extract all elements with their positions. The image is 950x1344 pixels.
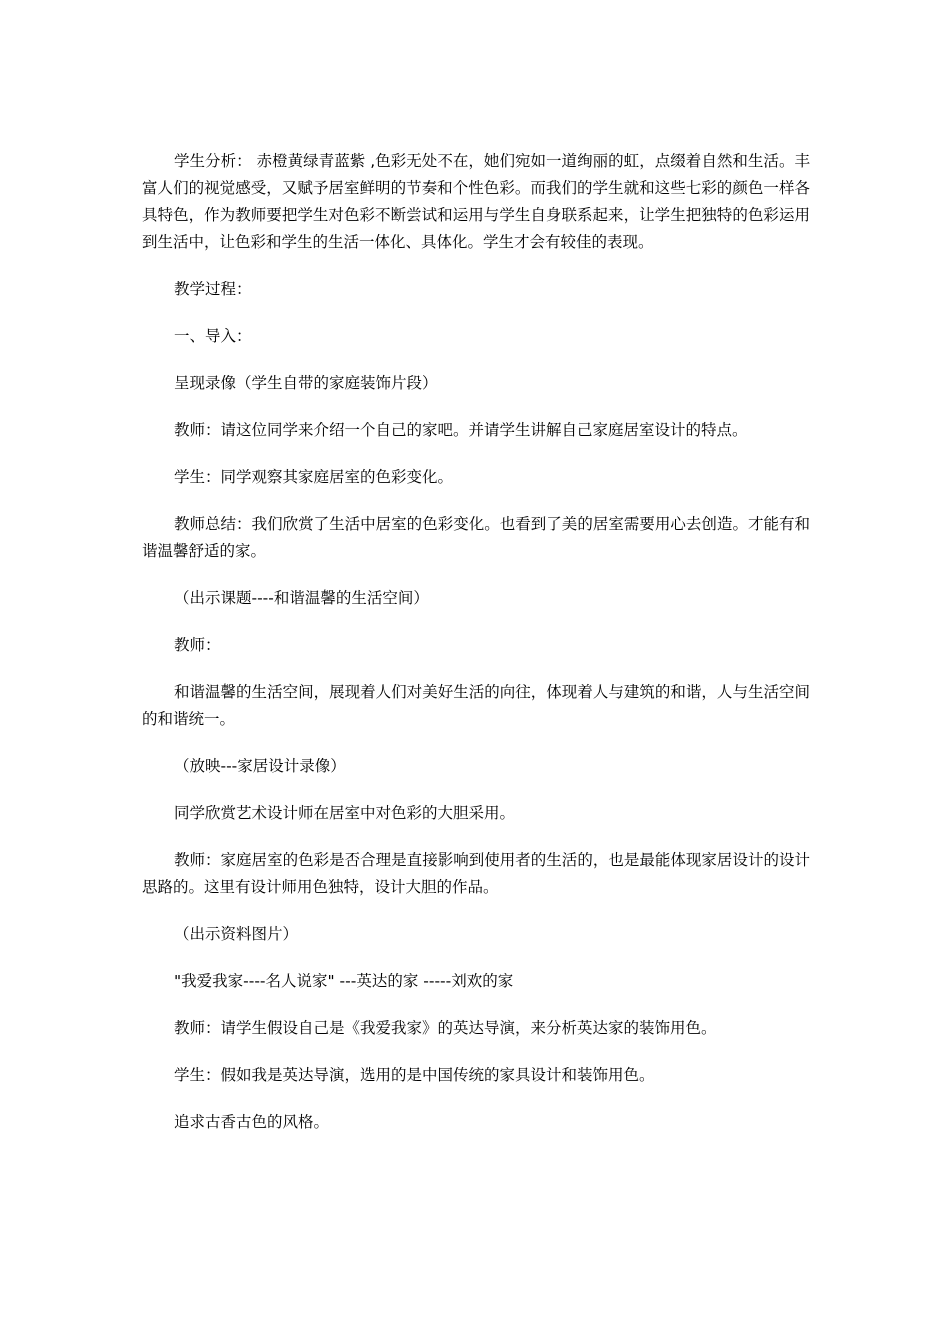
paragraph-student-director: 学生：假如我是英达导演，选用的是中国传统的家具设计和装饰用色。: [174, 1066, 655, 1084]
paragraph-teacher-introduce: 教师：请这位同学来介绍一个自己的家吧。并请学生讲解自己家庭居室设计的特点。: [174, 421, 748, 439]
paragraph-section-intro: 一、导入：: [174, 327, 252, 345]
paragraph-teacher-assume: 教师：请学生假设自己是《我爱我家》的英达导演，来分析英达家的装饰用色。: [174, 1019, 717, 1037]
paragraph-show-video: 呈现录像（学生自带的家庭装饰片段）: [174, 374, 438, 392]
paragraph-teacher-label: 教师：: [174, 636, 221, 654]
paragraph-teacher-color: 教师：家庭居室的色彩是否合理是直接影响到使用者的生活的，也是最能体现家居设计的设计思路的。这里有设计师用色独特，设计大胆的作品。: [142, 851, 810, 896]
paragraph-appreciate: 同学欣赏艺术设计师在居室中对色彩的大胆采用。: [174, 804, 516, 822]
paragraph-show-pictures: （出示资料图片）: [174, 925, 299, 943]
paragraph-student-analysis: 学生分析： 赤橙黄绿青蓝紫 ,色彩无处不在，她们宛如一道绚丽的虹，点缀着自然和生活。丰富人们的视觉感受，又赋予居室鲜明的节奏和个性色彩。而我们的学生就和这些七彩的颜色一样各具特色，作为教师要把学生对色彩不断尝试和运用与学生自身联系起来，让学生把独特的色彩运用到生活中，让色彩和学生的生活一体化、具体化。学生才会有较佳的表现。: [142, 152, 810, 251]
document-page: [142, 148, 810, 1156]
paragraph-famous-homes: "我爱我家----名人说家" ---英达的家 -----刘欢的家: [174, 972, 514, 990]
paragraph-teaching-process: 教学过程：: [174, 280, 252, 298]
paragraph-teacher-summary: 教师总结：我们欣赏了生活中居室的色彩变化。也看到了美的居室需要用心去创造。才能有和谐温馨舒适的家。: [142, 515, 810, 560]
paragraph-show-topic: （出示课题----和谐温馨的生活空间）: [174, 589, 429, 607]
paragraph-antique-style: 追求古香古色的风格。: [174, 1113, 330, 1131]
paragraph-play-video: （放映---家居设计录像）: [174, 757, 346, 775]
paragraph-harmony: 和谐温馨的生活空间，展现着人们对美好生活的向往，体现着人与建筑的和谐，人与生活空间的和谐统一。: [142, 683, 810, 728]
paragraph-student-observe: 学生：同学观察其家庭居室的色彩变化。: [174, 468, 454, 486]
